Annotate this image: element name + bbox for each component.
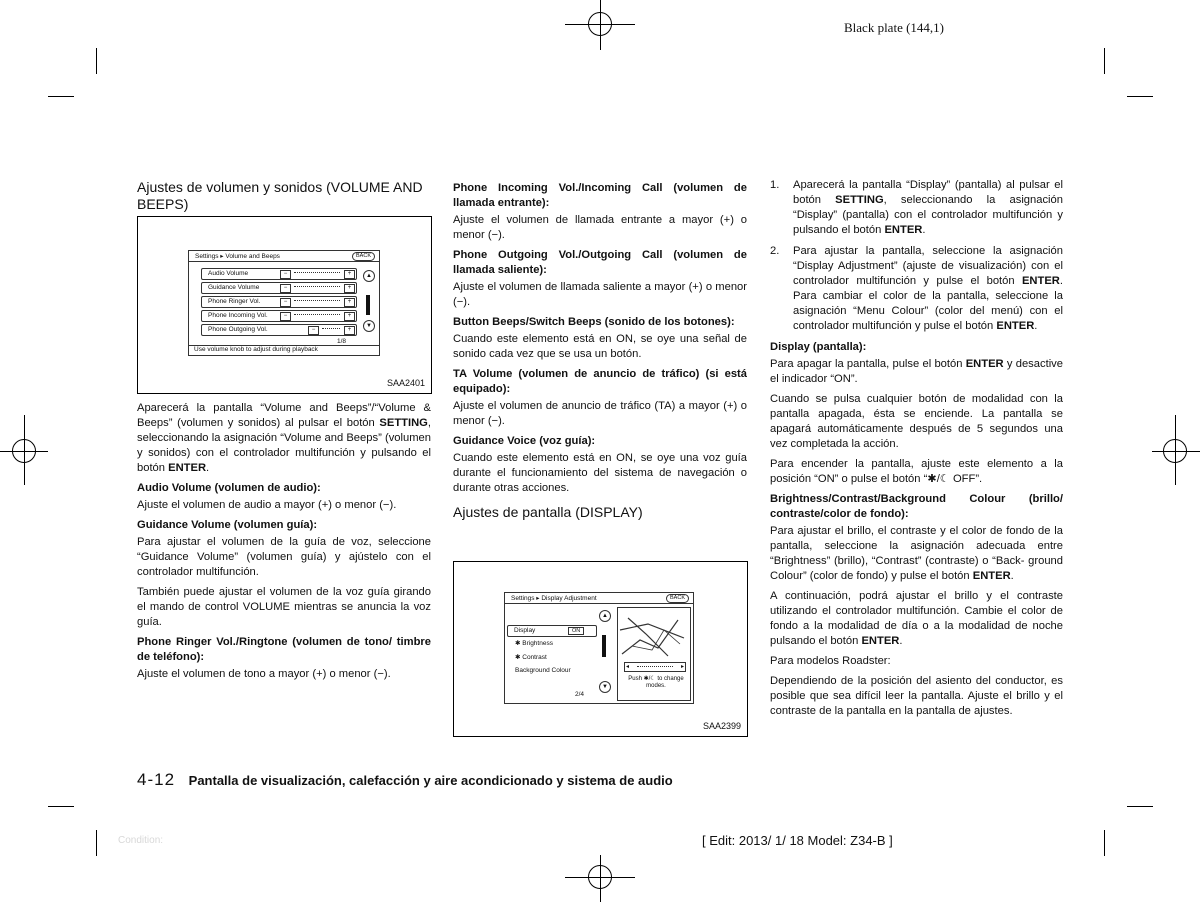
back-button: BACK	[352, 252, 375, 261]
paragraph: Cuando este elemento está en ON, se oye una señal de sonido cada vez que se usa un botón.	[453, 333, 747, 360]
list-item	[201, 282, 357, 294]
heading-audio-volume: Audio Volume (volumen de audio):	[137, 482, 321, 494]
item-label: Phone Ringer Vol.	[208, 298, 261, 305]
list-item	[201, 268, 357, 280]
list-item: 2. Para ajustar la pantalla, seleccione la asignación “Display Adjustment” (ajuste de visualización) con el controlador multifunción y pulse el botón ENTER. Para cambiar el color de la pantalla, seleccione la asignación “Menu Colour” (color del menú) con el controlador multifunción y pulse el botón ENTER.	[770, 245, 1063, 332]
scrollbar	[366, 295, 370, 315]
heading-phone-outgoing: Phone Outgoing Vol./Outgoing Call (volumen de llamada saliente):	[453, 249, 747, 276]
page-footer	[137, 770, 837, 790]
crop-mark	[1127, 96, 1153, 97]
screen-display-adjustment	[504, 592, 694, 704]
paragraph: A continuación, podrá ajustar el brillo y el contraste utilizando el controlador multifunción. Cambie el color de fondo a la modalidad de día o a la modalidad de noche pulsando el botón ENTER.	[770, 590, 1063, 647]
plus-box: +	[344, 270, 355, 279]
plus-box: +	[344, 312, 355, 321]
numbered-list	[770, 178, 1063, 334]
heading-guidance-voice: Guidance Voice (voz guía):	[453, 435, 596, 447]
section-title-display: Ajustes de pantalla (DISPLAY)	[453, 504, 643, 520]
paragraph: Cuando este elemento está en ON, se oye una voz guía durante el funcionamiento del sistema de navegación o durante otras acciones.	[453, 452, 747, 494]
scrollbar	[602, 635, 606, 657]
left-column-body	[137, 401, 431, 687]
figure-display-adjustment	[453, 561, 748, 737]
screen-header	[505, 593, 693, 604]
minus-box: −	[280, 284, 291, 293]
scroll-down-icon: ▼	[363, 320, 375, 332]
crop-mark	[96, 830, 97, 856]
page-indicator: 1/8	[337, 338, 347, 345]
paragraph: Para encender la pantalla, ajuste este elemento a la posición “ON” o pulse el botón “✱/☾ OFF”.	[770, 458, 1063, 485]
map-panel	[617, 607, 691, 701]
level-bar	[294, 300, 340, 304]
item-label: Display	[514, 627, 536, 634]
screen-header	[189, 251, 379, 262]
heading-phone-incoming: Phone Incoming Vol./Incoming Call (volumen de llamada entrante):	[453, 182, 747, 209]
intro-paragraph: Aparecerá la pantalla “Volume and Beeps”/“Volume & Beeps” (volumen y sonidos) al pulsar el botón SETTING, seleccionando la asignación “Volume and Beeps” (volumen y sonidos) con el controlador multifunción y pulsando el botón ENTER.	[137, 402, 431, 474]
item-label: Audio Volume	[208, 270, 249, 277]
list-item	[201, 324, 357, 336]
map-icon	[618, 610, 690, 660]
back-button: BACK	[666, 594, 689, 603]
paragraph: También puede ajustar el volumen de la voz guía girando el mando de control VOLUME mientras se anuncia la voz guía.	[137, 586, 431, 628]
middle-column	[453, 178, 747, 529]
heading-ta-volume: TA Volume (volumen de anuncio de tráfico) (si está equipado):	[453, 368, 747, 395]
plus-box: +	[344, 326, 355, 335]
scroll-up-icon: ▲	[599, 610, 611, 622]
paragraph: Para modelos Roadster:	[770, 655, 891, 667]
paragraph: Para ajustar el volumen de la guía de voz, seleccione “Guidance Volume” (volumen guía) y ajústelo con el controlador multifunción.	[137, 536, 431, 578]
plate-label: Black plate (144,1)	[844, 20, 944, 35]
minus-box: −	[280, 298, 291, 307]
figure-volume-beeps	[137, 216, 432, 394]
figure-code: SAA2399	[702, 721, 741, 731]
plus-box: +	[344, 298, 355, 307]
paragraph: Cuando se pulsa cualquier botón de modalidad con la pantalla apagada, ésta se enciende. La pantalla se apagará automáticamente después de 5 segundos una vez completada la acción.	[770, 393, 1063, 450]
heading-guidance-volume: Guidance Volume (volumen guía):	[137, 519, 318, 531]
paragraph: Ajuste el volumen de llamada saliente a mayor (+) o menor (−).	[453, 281, 747, 308]
section-title-volume: Ajustes de volumen y sonidos (VOLUME AND BEEPS)	[137, 179, 423, 212]
minus-box: −	[280, 270, 291, 279]
paragraph: Ajuste el volumen de llamada entrante a mayor (+) o menor (−).	[453, 214, 747, 241]
paragraph: Para ajustar el brillo, el contraste y el color de fondo de la pantalla, seleccione la asignación adecuada entre “Brightness” (brillo), “Contrast” (contraste) o “Back- ground Colour” (color de fondo) y pulse el botón ENTER.	[770, 525, 1063, 582]
heading-button-beeps: Button Beeps/Switch Beeps (sonido de los botones):	[453, 316, 735, 328]
level-bar	[294, 314, 340, 318]
screen-title: Settings ▸ Volume and Beeps	[195, 253, 280, 260]
level-bar	[322, 328, 340, 332]
right-column	[770, 178, 1063, 724]
map-slider: ◂ ▸	[626, 664, 684, 670]
edit-info: [ Edit: 2013/ 1/ 18 Model: Z34-B ]	[702, 833, 893, 848]
crop-mark	[48, 96, 74, 97]
heading-display: Display (pantalla):	[770, 341, 867, 353]
paragraph: Ajuste el volumen de audio a mayor (+) o menor (−).	[137, 499, 397, 511]
paragraph: Dependiendo de la posición del asiento del conductor, es posible que sea difícil leer la pantalla. Ajuste el brillo y el contraste de la pantalla en la pantalla de ajustes.	[770, 675, 1063, 717]
item-label: Phone Outgoing Vol.	[208, 326, 268, 333]
figure-code: SAA2401	[386, 378, 425, 388]
minus-box: −	[308, 326, 319, 335]
minus-box: −	[280, 312, 291, 321]
list-item: ✱ Contrast	[515, 654, 547, 661]
crop-mark	[1127, 806, 1153, 807]
left-column	[137, 179, 431, 221]
page-indicator: 2/4	[575, 691, 585, 698]
scroll-up-icon: ▲	[363, 270, 375, 282]
chapter-title: Pantalla de visualización, calefacción y aire acondicionado y sistema de audio	[188, 773, 673, 788]
crop-mark	[96, 48, 97, 74]
map-hint: Push ✱/☾ to change modes.	[628, 676, 684, 689]
list-item: ✱ Brightness	[515, 640, 553, 647]
level-bar	[294, 286, 340, 290]
list-item	[201, 310, 357, 322]
day-night-icon: ✱/☾	[927, 473, 950, 485]
crop-mark	[48, 806, 74, 807]
screen-hint: Use volume knob to adjust during playback	[189, 345, 379, 353]
plus-box: +	[344, 284, 355, 293]
scroll-down-icon: ▼	[599, 681, 611, 693]
paragraph: Para apagar la pantalla, pulse el botón ENTER y desactive el indicador “ON”.	[770, 358, 1063, 385]
paragraph: Ajuste el volumen de anuncio de tráfico (TA) a mayor (+) o menor (−).	[453, 400, 747, 427]
list-item	[507, 625, 597, 637]
heading-brightness: Brightness/Contrast/Background Colour (brillo/ contraste/color de fondo):	[770, 493, 1063, 520]
crop-mark	[1104, 830, 1105, 856]
screen-volume-beeps	[188, 250, 380, 356]
on-indicator: ON	[568, 627, 584, 635]
list-item: Background Colour	[515, 667, 571, 674]
item-label: Guidance Volume	[208, 284, 260, 291]
crop-mark	[1104, 48, 1105, 74]
paragraph: Ajuste el volumen de tono a mayor (+) o menor (−).	[137, 668, 391, 680]
list-item	[201, 296, 357, 308]
page-number: 4-12	[137, 770, 176, 789]
level-bar	[294, 272, 340, 276]
condition-label: Condition:	[118, 835, 164, 846]
screen-title: Settings ▸ Display Adjustment	[511, 595, 597, 602]
list-item: 1. Aparecerá la pantalla “Display” (pantalla) al pulsar el botón SETTING, seleccionando la asignación “Display” (pantalla) con el controlador multifunción y pulsando el botón ENTER.	[770, 179, 1063, 236]
item-label: Phone Incoming Vol.	[208, 312, 268, 319]
heading-phone-ringer: Phone Ringer Vol./Ringtone (volumen de tono/ timbre de teléfono):	[137, 636, 431, 663]
